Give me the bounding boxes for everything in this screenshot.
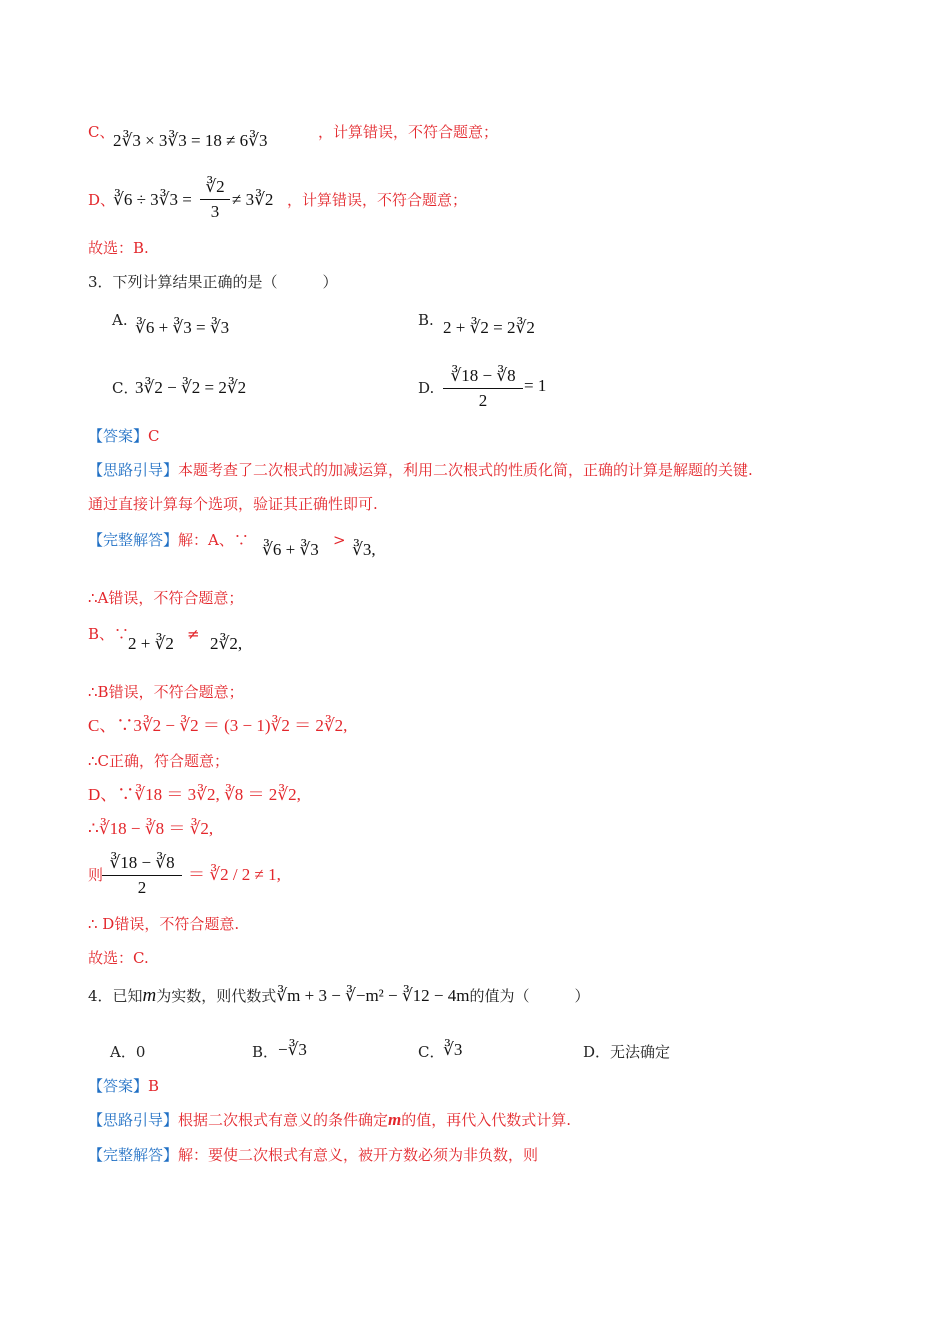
option-d-math-left: ∛6 ÷ 3∛3 = — [113, 190, 192, 209]
q3-option-d-math: = 1 — [524, 376, 547, 395]
solution-text: 解：要使二次根式有意义，被开方数必须为非负数，则 — [178, 1146, 539, 1164]
q4-option-a: A．0 — [110, 1043, 146, 1061]
solution-intro-text: 解：A、∵ — [178, 531, 249, 549]
hint-text: 本题考查了二次根式的加减运算，利用二次根式的性质化简，正确的计算是解题的关键. — [178, 461, 753, 479]
q3-option-d-fraction — [443, 365, 523, 412]
hint-tag: 【思路引导】 — [88, 461, 179, 479]
answer-tag: 【答案】 — [88, 1077, 149, 1095]
q3-sol-b-result: ∴B错误，不符合题意； — [88, 683, 244, 701]
solution-tag: 【完整解答】 — [88, 1146, 179, 1164]
answer-value: C — [148, 427, 160, 445]
hint-text-end: 的值，再代入代数式计算. — [401, 1111, 572, 1129]
q4-stem-middle: 为实数，则代数式 — [156, 987, 277, 1005]
q3-option-c-math: 3∛2 − ∛2 = 2∛2 — [135, 378, 247, 397]
q4-stem — [88, 986, 590, 1006]
q4-stem-variable: m — [142, 985, 157, 1006]
q3-sol-d-fraction — [102, 852, 182, 899]
q4-option-b-label: B． — [252, 1043, 279, 1061]
fraction-numerator: ∛18 − ∛8 — [450, 366, 516, 385]
answer-tag: 【答案】 — [88, 427, 149, 445]
q4-solution-line — [88, 1145, 538, 1165]
q3-option-a-math: ∛6 + ∛3 = ∛3 — [135, 318, 230, 337]
q3-stem: 3．下列计算结果正确的是（ ） — [88, 273, 338, 291]
q3-sol-d-result: ∴ D错误，不符合题意. — [88, 915, 240, 933]
hint-tag: 【思路引导】 — [88, 1111, 179, 1129]
q4-stem-end: 的值为（ ） — [469, 987, 590, 1005]
q3-answer-line — [88, 426, 160, 446]
q3-sol-b-ne: ≠ — [187, 625, 200, 643]
fraction-bar — [443, 388, 523, 389]
q4-stem-expression: ∛m + 3 − ∛−m² − ∛12 − 4m — [276, 986, 470, 1005]
fraction-denominator: 2 — [478, 391, 488, 410]
q3-sol-a-rhs: ∛3, — [352, 540, 376, 559]
fraction-denominator: 2 — [137, 878, 147, 897]
q3-sol-a-gt: > — [333, 531, 346, 549]
answer-value: B — [148, 1077, 160, 1095]
q4-stem-start: 4．已知 — [88, 987, 143, 1005]
q3-sol-c-line: C、∵3∛2 − ∛2 ＝ (3 − 1)∛2 ＝ 2∛2, — [88, 716, 348, 735]
option-c-math: 2∛3 × 3∛3 = 18 ≠ 6∛3 — [113, 131, 268, 150]
q4-answer-line — [88, 1076, 159, 1096]
option-c-label: C、 — [88, 123, 115, 141]
q3-hint-line-2: 通过直接计算每个选项，验证其正确性即可. — [88, 495, 378, 513]
q3-option-c-label: C． — [112, 379, 139, 397]
option-d-verdict: ，计算错误，不符合题意； — [287, 191, 468, 209]
hint-text-start: 根据二次根式有意义的条件确定 — [178, 1111, 389, 1129]
q3-sol-b-label: B、∵ — [88, 625, 130, 643]
fraction-bar — [200, 199, 230, 200]
q3-sol-c-result: ∴C正确，符合题意； — [88, 752, 230, 770]
q3-sol-d-line-2: ∴∛18 − ∛8 ＝ ∛2, — [88, 819, 214, 838]
q3-sol-a-result: ∴A错误，不符合题意； — [88, 589, 244, 607]
q3-sol-d-then: 则 — [88, 866, 104, 884]
q4-hint-line — [88, 1110, 571, 1130]
q3-option-b-label: B. — [418, 311, 434, 329]
q4-option-d: D．无法确定 — [583, 1043, 671, 1061]
q4-option-c-label: C． — [418, 1043, 445, 1061]
q3-option-a-label: A. — [112, 311, 128, 329]
q3-sol-a-math: ∛6 + ∛3 — [262, 540, 319, 559]
hint-variable: m — [388, 1110, 402, 1129]
q3-choice: 故选：C. — [88, 949, 149, 967]
option-d-label: D、 — [88, 191, 116, 209]
fraction-numerator: ∛2 — [205, 177, 225, 196]
option-d-fraction — [200, 176, 230, 223]
fraction-numerator: ∛18 − ∛8 — [109, 853, 175, 872]
option-c-verdict: ，计算错误，不符合题意； — [318, 123, 499, 141]
fraction-denominator: 3 — [210, 202, 220, 221]
prev-choice: 故选：B. — [88, 239, 149, 257]
q3-option-d-label: D. — [418, 379, 435, 397]
option-d-math-right: ≠ 3∛2 — [232, 190, 274, 209]
q3-sol-d-rhs: ＝ ∛2 / 2 ≠ 1, — [188, 865, 281, 884]
q3-sol-d-line: D、∵∛18 ＝ 3∛2, ∛8 ＝ 2∛2, — [88, 785, 301, 804]
q4-option-b-math: −∛3 — [278, 1040, 307, 1059]
solution-tag: 【完整解答】 — [88, 531, 179, 549]
q3-hint-line — [88, 460, 753, 480]
q3-solution-intro — [88, 530, 249, 550]
q3-option-b-math: 2 + ∛2 = 2∛2 — [443, 318, 535, 337]
q3-sol-b-math: 2 + ∛2 — [128, 634, 174, 653]
q4-option-c-math: ∛3 — [443, 1040, 463, 1059]
fraction-bar — [102, 875, 182, 876]
q3-sol-b-rhs: 2∛2, — [210, 634, 243, 653]
